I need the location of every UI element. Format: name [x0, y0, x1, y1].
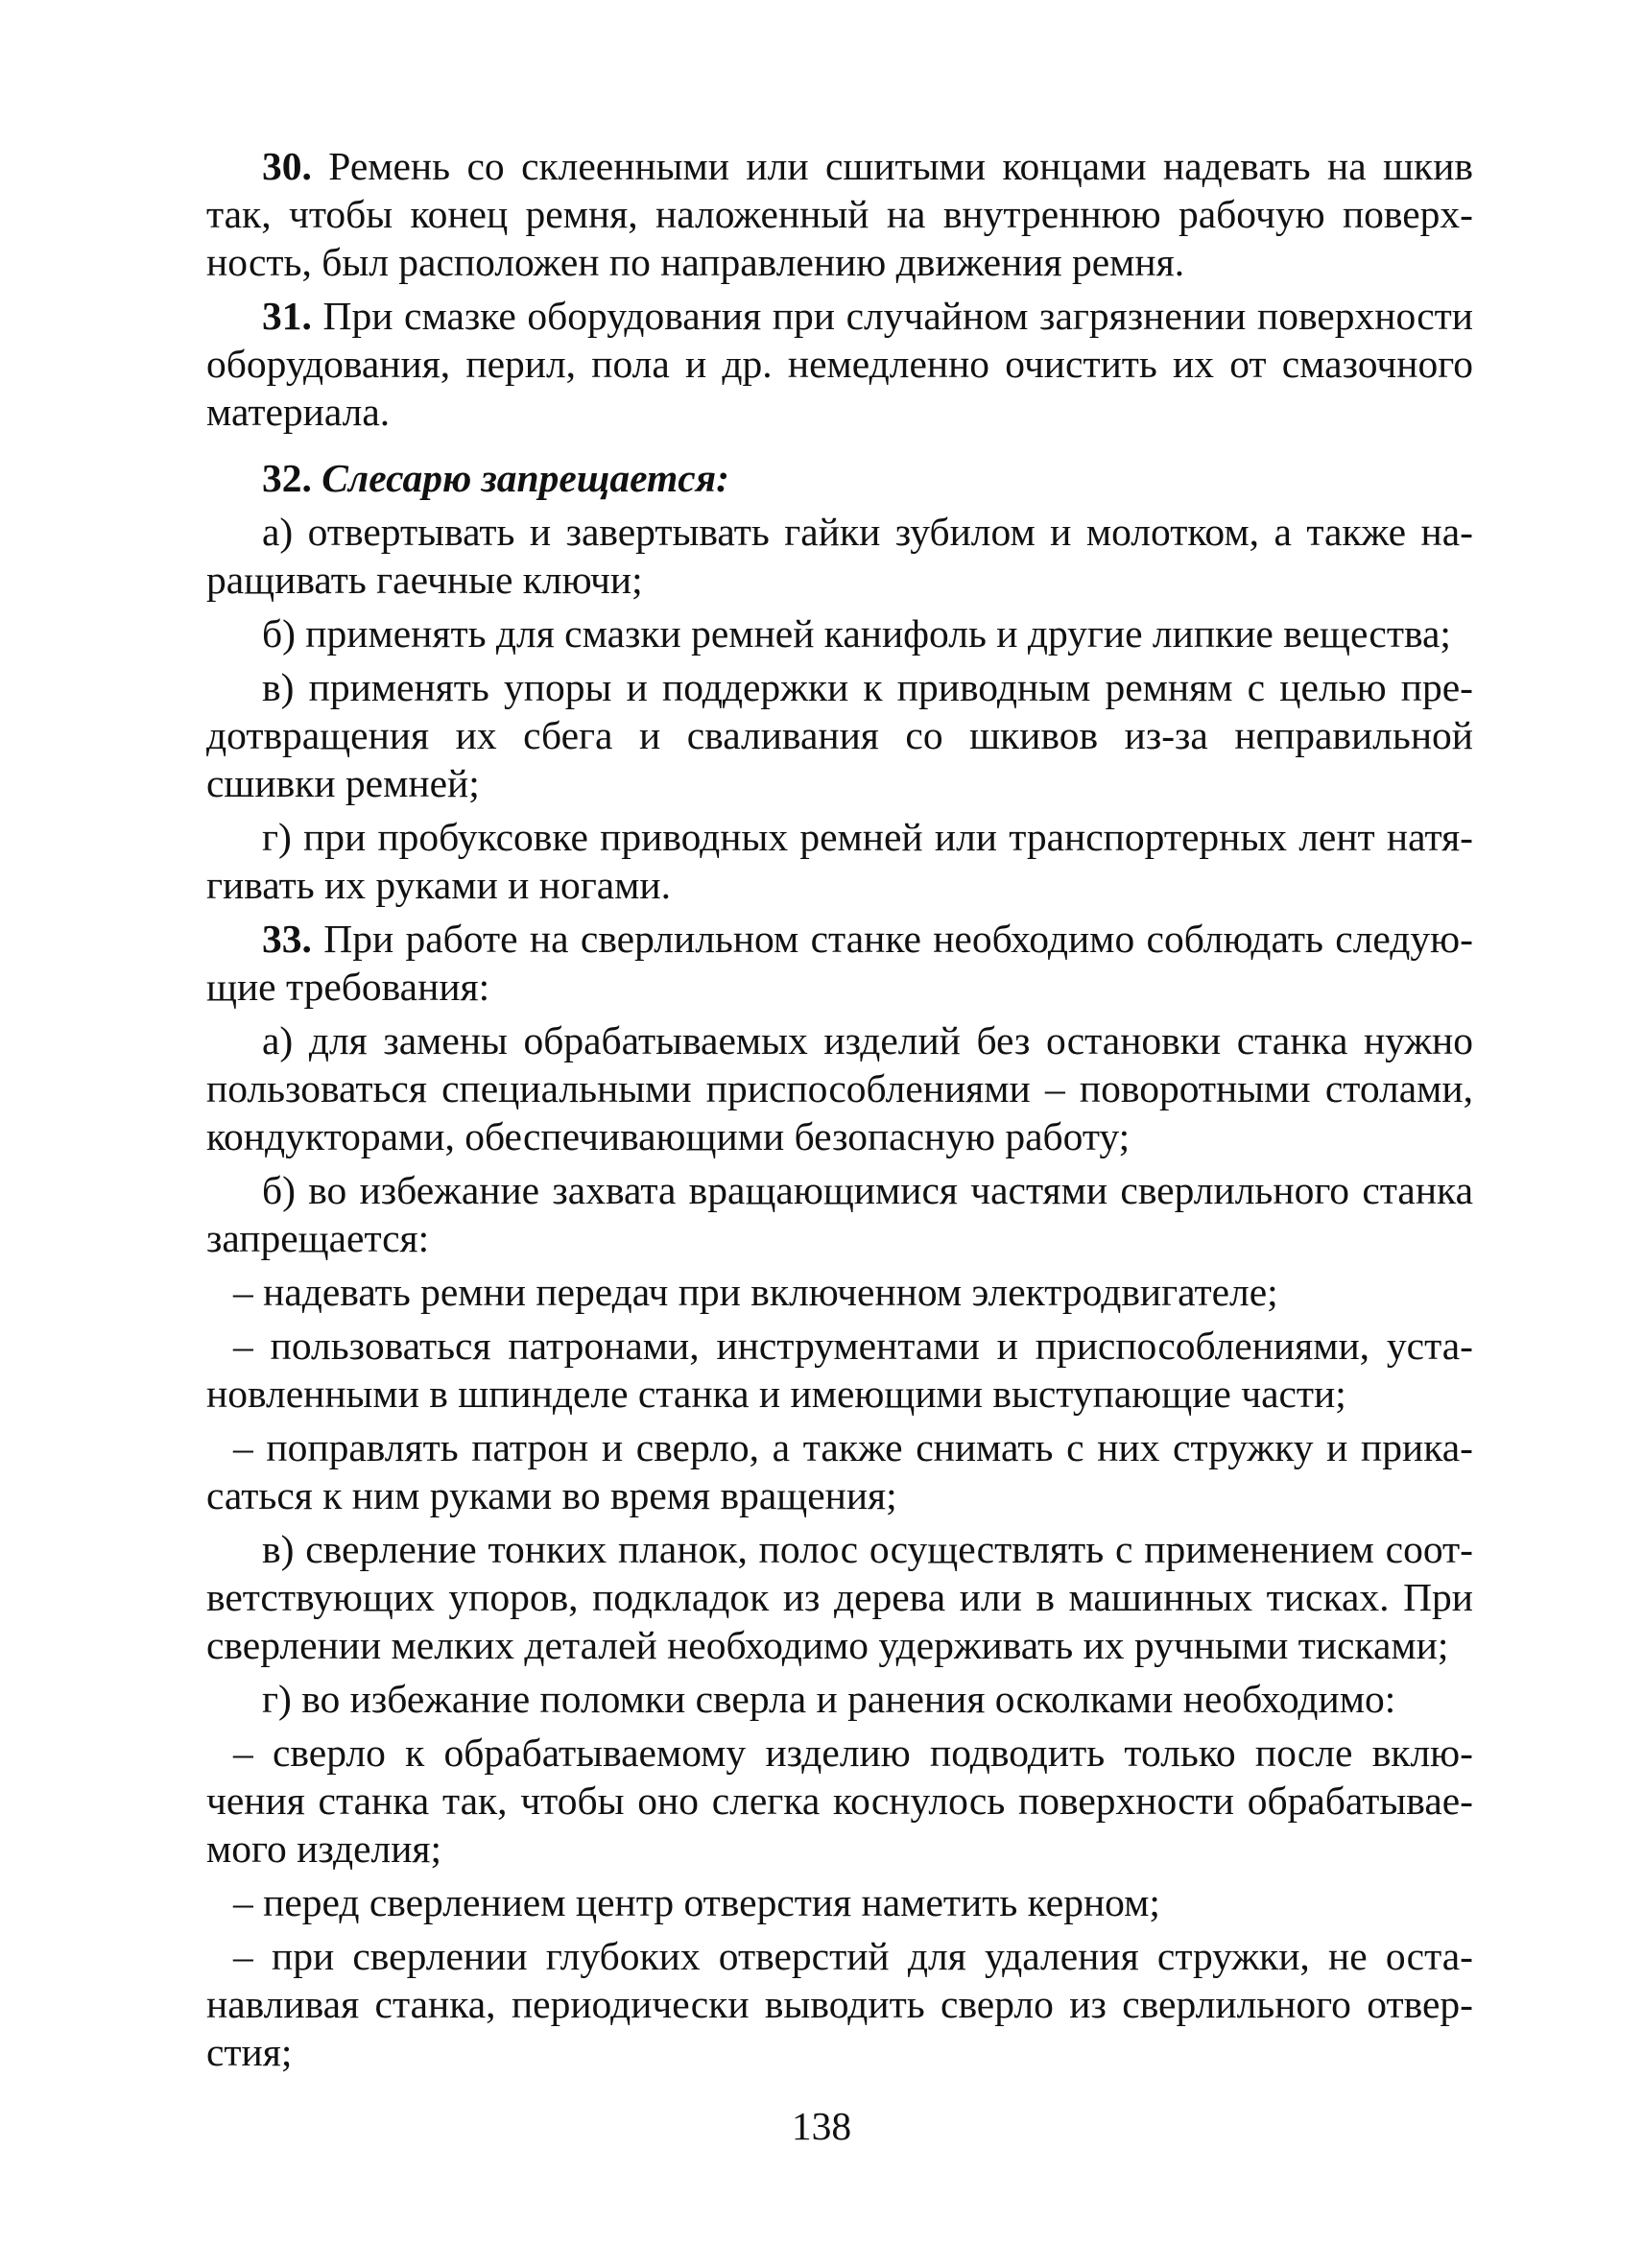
dash-item-33b-2: – пользоваться патронами, инструментами и приспособлениями, установленными в шпинделе станка и имеющими выступающие части;: [206, 1324, 1473, 1416]
paragraph-number: 31.: [262, 294, 312, 338]
paragraph-text: Ремень со склеенными или сшитыми концами надевать на шкив так, чтобы конец ремня, наложенный на внутреннюю рабочую поверхность, был расположен по направлению движения ремня.: [206, 144, 1473, 284]
list-item-32g: г) при пробуксовке приводных ремней или транспортерных лент натягивать их руками и ногами.: [206, 815, 1473, 907]
paragraph-text: При работе на сверлильном станке необходимо соблюдать следующие требования:: [206, 917, 1473, 1009]
paragraph-number: 30.: [262, 144, 312, 188]
section-heading: Слесарю запрещается:: [311, 456, 729, 500]
dash-item-33g-3: – при сверлении глубоких отверстий для удаления стружки, не останавливая станка, периодически выводить сверло из сверлильного отверстия;: [206, 1934, 1473, 2074]
paragraph-number: 33.: [262, 917, 312, 961]
dash-item-33g-1: – сверло к обрабатываемому изделию подводить только после включения станка так, чтобы оно слегка коснулось поверхности обрабатываемого изделия;: [206, 1731, 1473, 1871]
paragraph-number: 32.: [262, 456, 312, 500]
paragraph-30: [206, 142, 1473, 286]
dash-item-33g-2: – перед сверлением центр отверстия наметить керном;: [233, 1880, 1160, 1924]
paragraph-text: При смазке оборудования при случайном загрязнении поверхности оборудования, перил, пола и др. немедленно очистить их от смазочного материала.: [206, 294, 1473, 434]
list-item-32v: в) применять упоры и поддержки к приводным ремням с целью предотвращения их сбега и сваливания со шкивов из-за неправильной сшивки ремней;: [206, 665, 1473, 805]
paragraph-31: [206, 292, 1473, 436]
paragraph-33: [206, 915, 1473, 1011]
list-item-33a: а) для замены обрабатываемых изделий без остановки станка нужно пользоваться специальными приспособлениями – поворотными столами, кондукторами, обеспечивающими безопасную работу;: [206, 1018, 1473, 1158]
list-item-32b: б) применять для смазки ремней канифоль и другие липкие вещества;: [262, 611, 1451, 656]
list-item-33b: б) во избежание захвата вращающимися частями сверлильного станка запрещается:: [206, 1168, 1473, 1260]
paragraph-32-heading: [206, 454, 1473, 502]
dash-item-33b-3: – поправлять патрон и сверло, а также снимать с них стружку и прикасаться к ним руками во время вращения;: [206, 1425, 1473, 1517]
dash-item-33b-1: – надевать ремни передач при включенном электродвигателе;: [233, 1270, 1278, 1314]
list-item-33v: в) сверление тонких планок, полос осуществлять с применением соответствующих упоров, подкладок из дерева или в машинных тисках. При сверлении мелких деталей необходимо удерживать их ручными тисками;: [206, 1527, 1473, 1667]
list-item-33g: г) во избежание поломки сверла и ранения осколками необходимо:: [262, 1677, 1396, 1721]
page-body: [206, 142, 1473, 2076]
list-item-32a: а) отвертывать и завертывать гайки зубилом и молотком, а также наращивать гаечные ключи;: [206, 510, 1473, 602]
page-number: 138: [791, 2104, 852, 2148]
